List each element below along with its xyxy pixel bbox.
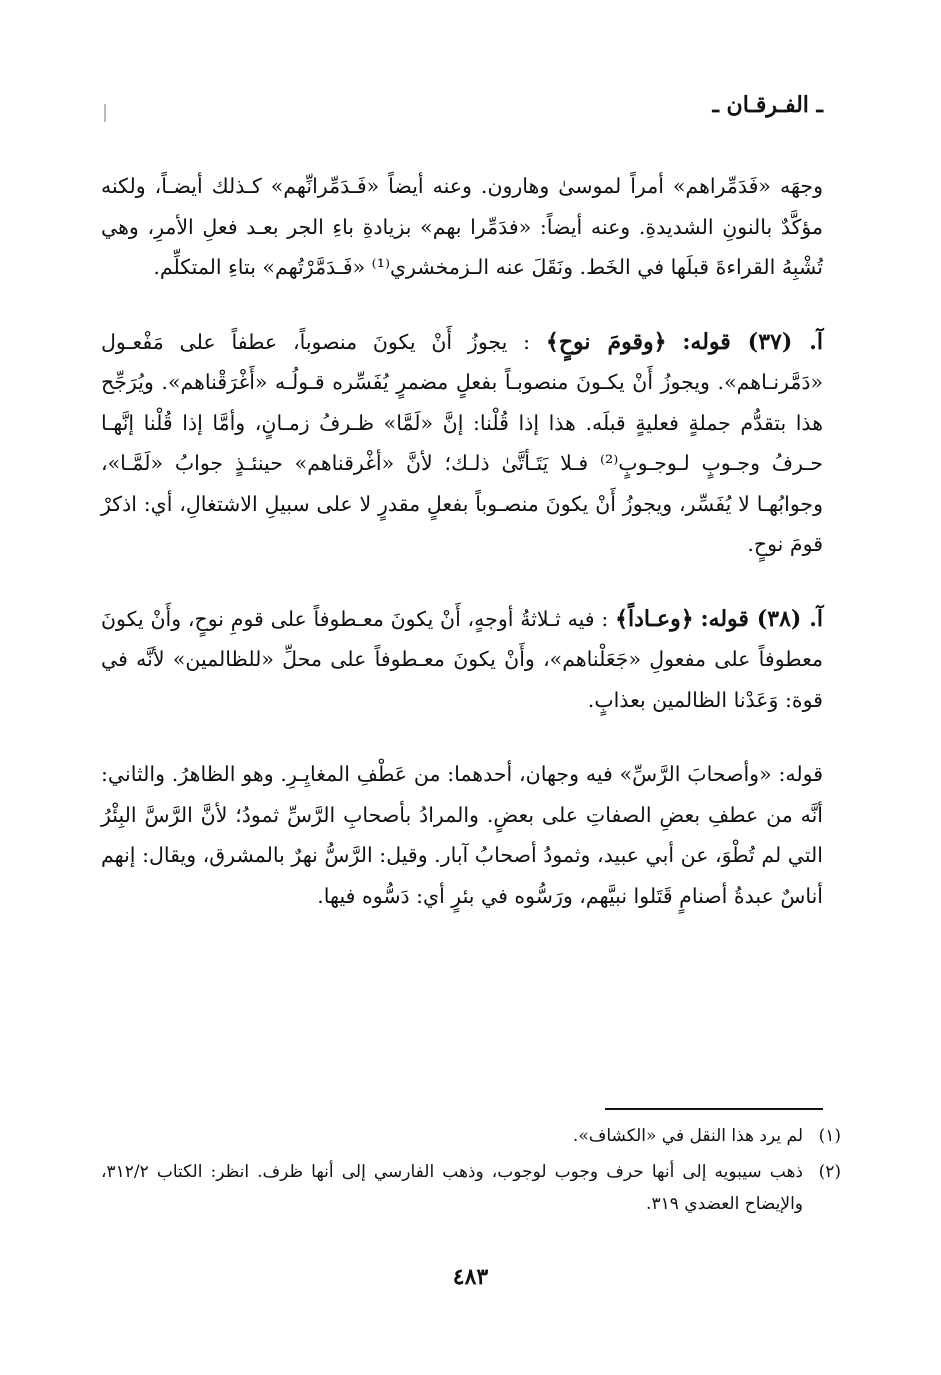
footnote-2	[101, 1156, 841, 1220]
verse-37-heading: آ. (٣٧) قوله:	[682, 328, 823, 355]
verse-38-quote: ﴿وعـاداً﴾	[615, 605, 694, 632]
paragraph-3-text: : فيه ثـلاثةُ أوجهٍ، أَنْ يكونَ معـطوفاً على قومِ نوحٍ، وأَنْ يكونَ معطوفاً على مفعولِ «جَعَلْناهم»، وأَنْ يكونَ معـطوفاً على محلِّ «للظالمين» لأنَّه في قوة: وَعَدْنا الظالمين بعذابٍ.	[101, 606, 823, 712]
paragraph-1-text: وجهَه «فَدَمِّراهم» أمراً لموسىٰ وهارون. وعنه أيضاً «فَـدَمِّرانِّهم» كـذلك أيضـاً، ولكنه مؤكَّدٌ بالنونِ الشديدةِ. وعنه أيضاً: «فدَمِّرا بهم» بزيادةِ باءِ الجر بعـد فعلِ الأمرِ، وهي تُشْبِهُ القراءةَ قبلَها في الخَط. ونَقَلَ عنه الـزمخشري⁽¹⁾ «فَـدَمَّرْتُهم» بتاءِ المتكلِّم.	[101, 174, 823, 279]
paragraph-2-text: : يجوزُ أَنْ يكونَ منصوباً، عطفاً على مَفْعـول «دَمَّرنـاهم». ويجوزُ أَنْ يكـونَ منصوبـاً بفعلٍ مضمرٍ يُفَسِّره قـولُـه «أَغْرَقْناهم». ويُرَجِّح هذا بتقدُّم جملةٍ فعليةٍ قبلَه. هذا إذا قُلْنا: إنَّ «لَمَّا» ظـرفُ زمـانٍ، وأمَّا إذا قُلْنا إنَّهـا حـرفُ وجـوبٍ لـوجـوبٍ⁽²⁾ فـلا يَتَـأتَّىٰ ذلـك؛ لأنَّ «أغْرقناهم» حينئـذٍ جوابُ «لَمَّـا»، وجوابُهـا لا يُفَسِّر، ويجوزُ أَنْ يكونَ منصـوباً بفعلٍ مقدرٍ لا على سبيلِ الاشتغالِ، أي: اذكرْ قومَ نوحٍ.	[101, 329, 823, 556]
footnote-1	[101, 1120, 841, 1152]
paragraph-2	[101, 322, 823, 565]
paragraph-1	[101, 166, 823, 288]
footnote-2-number: (٢)	[818, 1162, 841, 1182]
paragraph-4-text: قوله: «وأصحابَ الرَّسِّ» فيه وجهان، أحدهما: من عَطْفِ المغايِـرِ. وهو الظاهرُ. والثاني: أنَّه من عطفِ بعضِ الصفاتِ على بعضٍ. والمرادُ بأصحابِ الرَّسِّ ثمودُ؛ لأنَّ الرَّسَّ البِئْرُ التي لم تُطْوَ، عن أبي عبيد، وثمودُ أصحابُ آبار. وقيل: الرَّسُّ نهرٌ بالمشرق، ويقال: إنهم أناسٌ عبدةُ أصنامٍ قَتَلوا نبيَّهم، ورَسُّوه في بئرٍ أي: دَسُّوه فيها.	[101, 762, 823, 908]
page-corner-mark	[104, 104, 106, 122]
footnote-divider	[605, 1108, 823, 1110]
paragraph-3	[101, 599, 823, 721]
main-text	[101, 166, 823, 916]
footnote-1-number: (١)	[818, 1126, 841, 1146]
verse-37-quote: ﴿وقومَ نوحٍ﴾	[545, 328, 667, 355]
footnotes	[101, 1120, 841, 1224]
page-number: ٤٨٣	[452, 1264, 489, 1290]
paragraph-4	[101, 754, 823, 916]
verse-38-heading: آ. (٣٨) قوله:	[700, 605, 823, 632]
running-header: ـ الفـرقـان ـ	[712, 92, 823, 118]
footnote-2-text: ذهب سيبويه إلى أنها حرف وجوب لوجوب، وذهب الفارسي إلى أنها ظرف. انظر: الكتاب ٣١٢/٢، والإيضاح العضدي ٣١٩.	[101, 1162, 803, 1214]
footnote-1-text: لم يرد هذا النقل في «الكشاف».	[572, 1126, 803, 1146]
